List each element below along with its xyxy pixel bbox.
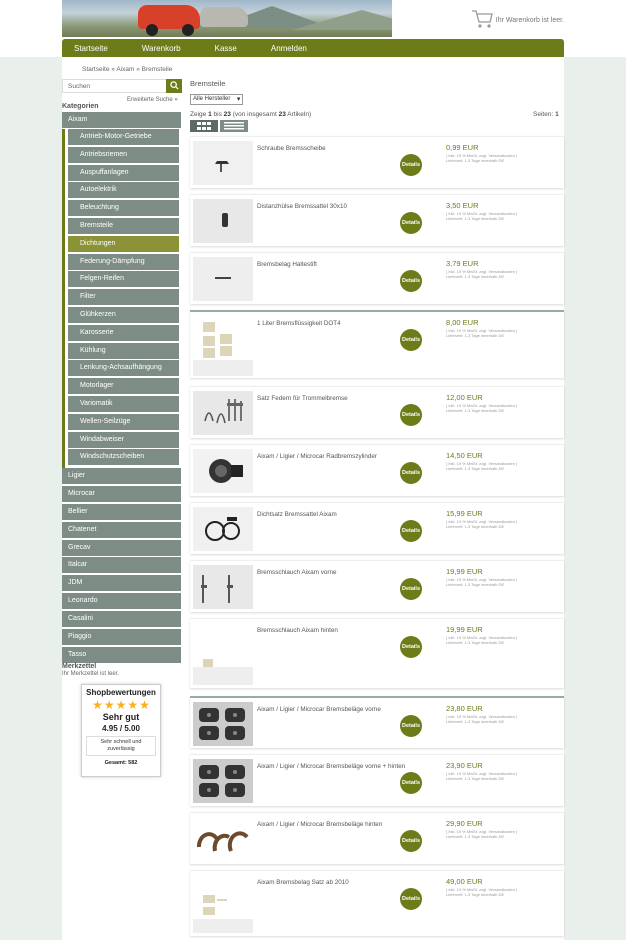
price-note: ( inkl. 19 % MwSt. zzgl. Versandkosten ) Lieferzeit: 1-3 Tage innerhalb DE <box>446 211 518 221</box>
details-button[interactable]: Details <box>400 888 422 910</box>
details-button[interactable]: Details <box>400 329 422 351</box>
rating-title: Shopbewertungen <box>86 688 156 697</box>
details-button[interactable]: Details <box>400 520 422 542</box>
search-input[interactable]: Suchen <box>62 79 182 93</box>
product-image[interactable] <box>193 507 253 551</box>
star-icon: ★ <box>127 698 139 712</box>
product-name[interactable]: Bremsbelag Haltestift <box>257 261 317 268</box>
subcategory-item[interactable]: Auspuffanlagen <box>68 165 179 181</box>
search-icon <box>170 77 179 95</box>
category-item[interactable]: Piaggio <box>62 629 181 645</box>
rating-comment: Sehr schnell und zuverlässig <box>86 736 156 756</box>
subcategory-item[interactable]: Beleuchtung <box>68 200 179 216</box>
product-name[interactable]: Aixam / Ligier / Microcar Bremsbeläge vorne + hinten <box>257 763 406 770</box>
product-row[interactable] <box>190 618 564 688</box>
subcategory-item[interactable]: Dichtungen <box>68 236 179 252</box>
nav-anmelden[interactable]: Anmelden <box>270 43 307 53</box>
product-price: 29,90 EUR <box>446 819 483 828</box>
subcategory-item[interactable]: Filter <box>68 289 179 305</box>
subcategory-item[interactable]: Antrieb-Motor-Getriebe <box>68 129 179 145</box>
product-name[interactable]: Satz Federn für Trommelbremse <box>257 395 348 402</box>
category-item[interactable]: JDM <box>62 575 181 591</box>
product-name[interactable]: Bremsschlauch Aixam vorne <box>257 569 337 576</box>
product-row[interactable] <box>190 870 564 936</box>
rating-total: Gesamt: 582 <box>104 760 138 766</box>
shopping-cart-icon <box>471 9 493 31</box>
product-price: 15,99 EUR <box>446 509 483 518</box>
category-item[interactable]: Ligier <box>62 468 181 484</box>
category-item[interactable]: Casalini <box>62 611 181 627</box>
rating-score: 4.95 / 5.00 <box>102 724 140 733</box>
product-image[interactable] <box>193 316 253 376</box>
grid-view-button[interactable] <box>190 120 218 132</box>
subcategory-item[interactable]: Wellen-Seilzüge <box>68 414 179 430</box>
list-view-button[interactable] <box>220 120 248 132</box>
nav-kasse[interactable]: Kasse <box>214 43 237 53</box>
category-item[interactable]: Bellier <box>62 504 181 520</box>
product-name[interactable]: Distanzhülse Bremssattel 30x10 <box>257 203 347 210</box>
category-list <box>62 112 181 130</box>
category-item[interactable]: Leonardo <box>62 593 181 609</box>
subcategory-item[interactable]: Kühlung <box>68 343 179 359</box>
list-icon <box>224 117 244 135</box>
rating-grade: Sehr gut <box>102 712 140 722</box>
advanced-search-link[interactable]: Erweiterte Suche » <box>127 97 178 103</box>
product-image[interactable] <box>193 391 253 435</box>
price-note: ( inkl. 19 % MwSt. zzgl. Versandkosten ) Lieferzeit: 1-3 Tage innerhalb DE <box>446 635 518 645</box>
product-name[interactable]: Schraube Bremsscheibe <box>257 145 326 152</box>
details-button[interactable]: Details <box>400 830 422 852</box>
product-row[interactable] <box>190 310 564 378</box>
price-note: ( inkl. 19 % MwSt. zzgl. Versandkosten ) Lieferzeit: 1-3 Tage innerhalb DE <box>446 887 518 897</box>
product-image[interactable] <box>193 875 253 933</box>
star-icon: ★ <box>115 698 127 712</box>
subcategory-item[interactable]: Motorlager <box>68 378 179 394</box>
product-name[interactable]: Aixam / Ligier / Microcar Bremsbeläge vorne <box>257 706 381 713</box>
merkzettel-text: Ihr Merkzettel ist leer. <box>62 671 120 677</box>
nav-startseite[interactable]: Startseite <box>74 43 108 53</box>
subcategory-item[interactable]: Windschutzscheiben <box>68 449 179 465</box>
subcategory-item[interactable]: Federung-Dämpfung <box>68 254 179 270</box>
product-image[interactable] <box>193 817 253 861</box>
category-item[interactable]: Grecav <box>62 540 181 556</box>
shop-rating-widget[interactable] <box>81 684 161 777</box>
price-note: ( inkl. 19 % MwSt. zzgl. Versandkosten ) Lieferzeit: 1-3 Tage innerhalb DE <box>446 153 518 163</box>
product-name[interactable]: Dichtsatz Bremssattel Aixam <box>257 511 337 518</box>
other-category-list <box>62 468 181 665</box>
cart-status-text: Ihr Warenkorb ist leer. <box>495 16 564 24</box>
banner-wheel <box>182 24 194 36</box>
details-button[interactable]: Details <box>400 270 422 292</box>
product-price: 14,50 EUR <box>446 451 483 460</box>
subcategory-item[interactable]: Lenkung-Achsaufhängung <box>68 360 179 376</box>
product-price: 23,80 EUR <box>446 704 483 713</box>
price-note: ( inkl. 19 % MwSt. zzgl. Versandkosten ) Lieferzeit: 1-3 Tage innerhalb DE <box>446 269 518 279</box>
product-row[interactable] <box>190 194 564 246</box>
category-item[interactable]: Italcar <box>62 557 181 573</box>
subcategory-item[interactable]: Autoelektrik <box>68 182 179 198</box>
details-button[interactable]: Details <box>400 578 422 600</box>
product-row[interactable] <box>190 754 564 806</box>
product-price: 23,90 EUR <box>446 761 483 770</box>
product-name[interactable]: Bremsschlauch Aixam hinten <box>257 627 338 634</box>
details-button[interactable]: Details <box>400 636 422 658</box>
subcategory-item[interactable]: Bremsteile <box>68 218 179 234</box>
product-price: 3,79 EUR <box>446 259 479 268</box>
details-button[interactable]: Details <box>400 212 422 234</box>
product-row[interactable] <box>190 444 564 496</box>
pagination: Seiten: 1 <box>533 111 559 118</box>
view-toggle <box>190 120 248 132</box>
product-image[interactable] <box>193 199 253 243</box>
product-name[interactable]: Aixam / Ligier / Microcar Radbremszylinder <box>257 453 378 460</box>
product-image[interactable] <box>193 257 253 301</box>
price-note: ( inkl. 19 % MwSt. zzgl. Versandkosten ) Lieferzeit: 1-3 Tage innerhalb DE <box>446 829 518 839</box>
product-name[interactable]: 1 Liter Bremsflüssigkeit DOT4 <box>257 320 341 327</box>
main-nav <box>62 39 564 57</box>
product-image[interactable] <box>193 141 253 185</box>
page-number[interactable]: 1 <box>555 111 559 118</box>
product-row[interactable] <box>190 812 564 864</box>
page-title: Bremsteile <box>190 79 226 88</box>
product-name[interactable]: Aixam / Ligier / Microcar Bremsbeläge hinten <box>257 821 383 828</box>
product-price: 19,99 EUR <box>446 625 483 634</box>
product-image[interactable] <box>193 702 253 746</box>
category-aixam[interactable]: Aixam <box>62 112 181 128</box>
product-row[interactable] <box>190 502 564 554</box>
product-row[interactable] <box>190 696 564 748</box>
subcategory-indicator <box>62 129 65 468</box>
price-note: ( inkl. 19 % MwSt. zzgl. Versandkosten ) Lieferzeit: 1-3 Tage innerhalb DE <box>446 403 518 413</box>
product-image[interactable] <box>193 759 253 803</box>
details-button[interactable]: Details <box>400 772 422 794</box>
grid-icon <box>197 117 211 135</box>
breadcrumb[interactable]: Startseite » Aixam » Bremsteile <box>82 66 173 73</box>
subcategory-item[interactable]: Windabweiser <box>68 432 179 448</box>
price-note: ( inkl. 19 % MwSt. zzgl. Versandkosten ) Lieferzeit: 1-3 Tage innerhalb DE <box>446 771 518 781</box>
product-image[interactable] <box>193 623 253 685</box>
price-note: ( inkl. 19 % MwSt. zzgl. Versandkosten ) Lieferzeit: 1-3 Tage innerhalb DE <box>446 461 518 471</box>
categories-heading: Kategorien <box>62 103 99 110</box>
header-banner-image[interactable] <box>62 0 392 37</box>
rating-stars <box>82 699 160 711</box>
category-item[interactable]: Tasso <box>62 647 181 663</box>
product-price: 12,00 EUR <box>446 393 483 402</box>
star-icon: ★ <box>92 698 103 712</box>
product-name[interactable]: Aixam Bremsbelag Satz ab 2010 <box>257 879 349 886</box>
product-price: 0,99 EUR <box>446 143 479 152</box>
product-price: 8,00 EUR <box>446 318 479 327</box>
product-row[interactable] <box>190 252 564 304</box>
product-image[interactable] <box>193 565 253 609</box>
product-row[interactable] <box>190 136 564 188</box>
banner-car-grey <box>200 7 248 27</box>
category-item[interactable]: Chatenet <box>62 522 181 538</box>
cart-status[interactable] <box>471 9 564 31</box>
product-price: 3,50 EUR <box>446 201 479 210</box>
details-button[interactable]: Details <box>400 154 422 176</box>
result-count: Zeige 1 bis 23 (von insgesamt 23 Artikeln) <box>190 111 312 118</box>
product-price: 49,00 EUR <box>446 877 483 886</box>
price-note: ( inkl. 19 % MwSt. zzgl. Versandkosten ) Lieferzeit: 1-3 Tage innerhalb DE <box>446 519 518 529</box>
category-item[interactable]: Microcar <box>62 486 181 502</box>
star-icon: ★ <box>103 698 115 712</box>
product-price: 19,99 EUR <box>446 567 483 576</box>
manufacturer-select[interactable]: Alle Hersteller ▾ <box>190 94 243 105</box>
star-icon: ★ <box>139 698 150 712</box>
subcategory-item[interactable]: Glühkerzen <box>68 307 179 323</box>
subcategory-item[interactable]: Felgen-Reifen <box>68 271 179 287</box>
details-button[interactable]: Details <box>400 404 422 426</box>
nav-warenkorb[interactable]: Warenkorb <box>141 43 181 53</box>
price-note: ( inkl. 19 % MwSt. zzgl. Versandkosten ) Lieferzeit: 1-3 Tage innerhalb DE <box>446 577 518 587</box>
product-image[interactable] <box>193 449 253 493</box>
search-button[interactable] <box>166 79 182 93</box>
banner-mountain <box>292 10 392 30</box>
price-note: ( inkl. 19 % MwSt. zzgl. Versandkosten ) Lieferzeit: 1-3 Tage innerhalb DE <box>446 328 518 338</box>
price-note: ( inkl. 19 % MwSt. zzgl. Versandkosten ) Lieferzeit: 1-3 Tage innerhalb DE <box>446 714 518 724</box>
subcategory-item[interactable]: Karosserie <box>68 325 179 341</box>
subcategory-item[interactable]: Variomatik <box>68 396 179 412</box>
details-button[interactable]: Details <box>400 715 422 737</box>
details-button[interactable]: Details <box>400 462 422 484</box>
banner-wheel <box>146 24 158 36</box>
merkzettel-heading: Merkzettel <box>62 663 97 670</box>
product-row[interactable] <box>190 386 564 438</box>
product-row[interactable] <box>190 560 564 612</box>
subcategory-item[interactable]: Antriebsriemen <box>68 147 179 163</box>
